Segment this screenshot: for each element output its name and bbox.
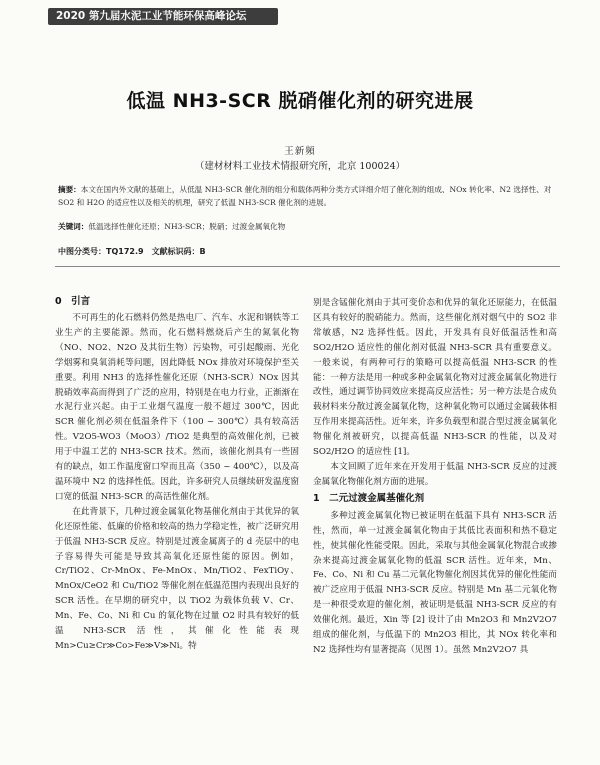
header-divider [55, 266, 560, 267]
article-affiliation: （建材材料工业技术情报研究所，北京 100024） [194, 161, 406, 172]
paragraph: 不可再生的化石燃料仍然是热电厂、汽车、水泥和钢铁等工业生产的主要能源。然而，化石燃料燃烧后产生的氮氧化物（NO、NO2、N2O 及其衍生物）污染物，可引起酸雨、光化学烟雾和臭氧消耗等问题，因此降低 NOx 排放对环境保护至关重要。利用 NH3 的选择性催化还原（NH3-SCR）NOx 因其脱硝效率高而得到了广泛的应用，特别是在电力行业，正渐渐在水泥行业兴起。由于工业烟气温度一般不超过 300℃，因此 SCR 催化剂必须在低温条件下（100 ~ 300℃）具有较高活性。V2O5-WO3（MoO3）/TiO2 是典型的高效催化剂，已被用于中温工艺的 NH3-SCR 技术。然而，该催化剂具有一些固有的缺点，如工作温度窗口窄而且高（350 ~ 400℃），以及高温环境中 N2 的选择性低。因此，许多研究人员继续研发温度窗口宽的低温 NH3-SCR 的高活性催化剂。 [55, 313, 299, 502]
abstract [58, 184, 556, 209]
abstract-text: 本文在国内外文献的基础上，从低温 NH3-SCR 催化剂的组分和载体两种分类方式详细介绍了催化剂的组成、NOx 转化率、N2 选择性、对 SO2 和 H2O 的适应性以及相关的机理，研究了低温 NH3-SCR 催化剂的进展。 [58, 185, 552, 207]
paragraph: 多种过渡金属氧化物已被证明在低温下具有 NH3-SCR 活性，然而，单一过渡金属氧化物由于其低比表面积和热不稳定性，使其催化性能受限。因此，采取与其他金属氧化物混合或掺杂来提高过渡金属氧化物的低温 SCR 活性。近年来，Mn、Fe、Co、Ni 和 Cu 基二元氧化物催化剂因其优异的催化性能而被广泛应用于低温 NH3-SCR 反应。特别是 Mn 基二元氧化物是一种很受欢迎的催化剂，被证明是低温 NH3-SCR 反应的有效催化剂。最近，Xin 等 [2] 设计了由 Mn2O3 和 Mn2V2O7 组成的催化剂，与低温下的 Mn2O3 相比，其 NOx 转化率和 N2 选择性均有显著提高（见图 1）。虽然 Mn2V2O7 具 [313, 510, 557, 655]
conference-banner: 2020 第九届水泥工业节能环保高峰论坛 [48, 8, 278, 25]
article-title: 低温 NH3-SCR 脱硝催化剂的研究进展 [126, 90, 474, 112]
keywords [58, 221, 556, 234]
classification-line [58, 246, 214, 257]
right-column [313, 296, 557, 658]
paragraph: 在此背景下，几种过渡金属氧化物基催化剂由于其优异的氧化还原性能、低廉的价格和较高的热力学稳定性，被广泛研究用于低温 NH3-SCR 反应。特别是过渡金属离子的 d 壳层中的电子容易得失可能是导致其高氧化还原性能的原因。例如，Cr/TiO2、Cr-MnOx、Fe-MnOx、Mn/TiO2、FexTiOy、MnOx/CeO2 和 Cu/TiO2 等催化剂在低温范围内表现出良好的 SCR 活性。在早期的研究中，以 TiO2 为载体负载 V、Cr、Mn、Fe、Co、Ni 和 Cu 的氧化物在过量 O2 时具有较好的低温 NH3-SCR 活性，其催化性能表现 Mn>Cu≥Cr≫Co>Fe≫V≫Ni。特 [55, 506, 299, 651]
paragraph: 别是含锰催化剂由于其可变价态和优异的氧化还原能力，在低温区具有较好的脱硝能力。然而，这些催化剂对烟气中的 SO2 非常敏感，N2 选择性低。因此，开发具有良好低温活性和高 SO2/H2O 适应性的催化剂对低温 NH3-SCR 具有重要意义。一般来说，有两种可行的策略可以提高低温 NH3-SCR 的性能：一种方法是用一种或多种金属氧化物对过渡金属氧化物进行改性，通过调节协同效应来提高反应活性；另一种方法是合成负载材料来分散过渡金属氧化物，这种氧化物可以通过金属载体相互作用来提高活性。近年来，许多负载型和混合型过渡金属氧化物催化剂被研究，以提高低温 NH3-SCR 的性能，以及对 SO2/H2O 的适应性 [1]。 [313, 298, 557, 458]
section-heading-binary-catalysts: 1 二元过渡金属基催化剂 [313, 492, 425, 504]
article-author: 王新頻 [284, 146, 316, 157]
paragraph: 本文回顾了近年来在开发用于低温 NH3-SCR 反应的过渡金属氧化物催化剂方面的进展。 [313, 461, 557, 487]
class-number: 中图分类号：TQ172.9 [58, 247, 144, 256]
left-column [55, 294, 299, 654]
document-code: 文献标识码：B [151, 247, 206, 256]
section-heading-intro: 0 引言 [55, 296, 91, 307]
keywords-label: 关键词： [58, 222, 89, 231]
abstract-label: 摘要： [58, 185, 81, 194]
keywords-text: 低温选择性催化还原；NH3-SCR；脱硝；过渡金属氧化物 [88, 222, 286, 231]
